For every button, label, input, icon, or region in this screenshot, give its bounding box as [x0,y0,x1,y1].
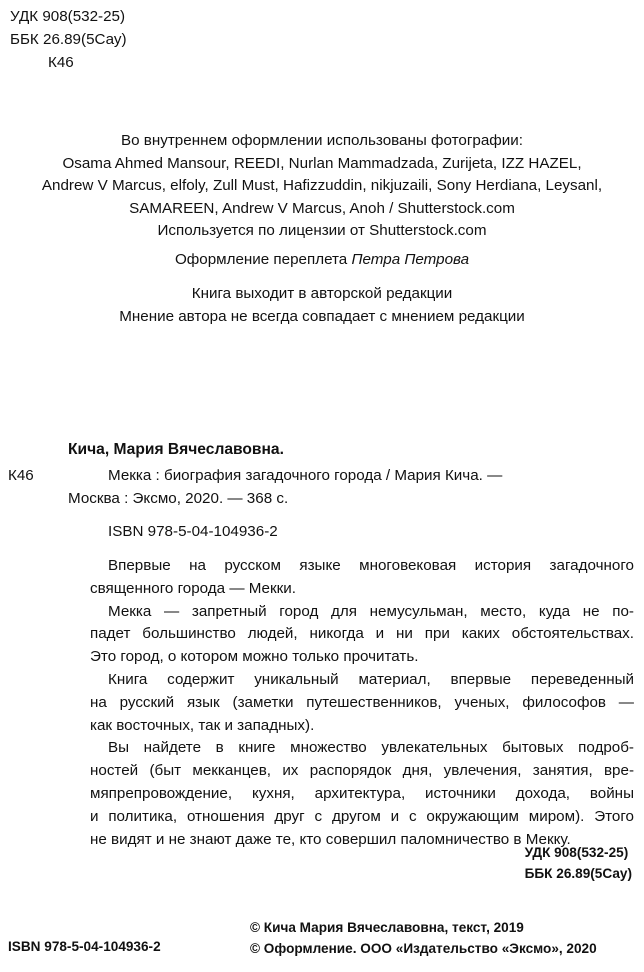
annotation-line: священного города — Мекки. [90,579,296,597]
annotation-line: Книга содержит уникальный материал, впервые переведенный [108,670,634,688]
annotation-line: на русский язык (заметки путешественников, ученых, философов — [90,693,634,711]
annotation-line: как восточных, так и западных). [90,716,315,734]
edition-note: Мнение автора не всегда совпадает с мнением редакции [119,307,525,325]
photo-credits-line: SAMAREEN, Andrew V Marcus, Anoh / Shutterstock.com [129,199,515,217]
annotation-line: Это город, о котором можно только прочитать. [90,648,419,666]
bbk-code: ББК 26.89(5Сау) [524,866,632,881]
annotation-line: не видят и не знают даже те, кто совершил паломничество в Мекку. [90,830,571,848]
copyright-block [250,917,597,959]
bibliographic-mark: К46 [8,467,34,484]
edition-notes [0,283,644,328]
edition-note: Книга выходит в авторской редакции [191,285,453,302]
annotation [90,555,634,851]
bbk-code: ББК 26.89(5Сау) [10,31,127,48]
copyright-line: © Оформление. ООО «Издательство «Эксмо», 2020 [250,941,597,956]
photo-credits-line: Andrew V Marcus, elfoly, Zull Must, Hafizzuddin, nikjuzaili, Sony Herdiana, Leysanl, [41,177,603,195]
title-line: Мекка : биография загадочного города / Мария Кича. — [108,467,503,484]
annotation-line: падет большинство людей, никогда и ни при каких обстоятельствах. [90,625,634,643]
annotation-line: Вы найдете в книге множество увлекательных бытовых подроб- [108,739,634,757]
isbn-line: ISBN 978-5-04-104936-2 [108,523,278,540]
annotation-line: Мекка — запретный город для немусульман, место, куда не по- [108,602,634,620]
annotation-line: и политика, отношения друг с другом и с окружающим миром). Этого [90,807,634,825]
author-mark: К46 [48,54,74,71]
annotation-line: ностей (быт мекканцев, их распорядок дня, увлечения, занятия, вре- [90,762,634,780]
author-heading: Кича, Мария Вячеславовна. [68,441,284,458]
cover-design [0,249,644,272]
title-line: Москва : Эксмо, 2020. — 368 с. [68,490,289,507]
photo-credits-line: Используется по лицензии от Shutterstock.com [157,222,487,240]
udk-code: УДК 908(532-25) [10,8,126,25]
cover-designer-name: Петра Петрова [351,251,470,268]
cover-design-label: Оформление переплета [174,251,352,268]
copyright-line: © Кича Мария Вячеславовна, текст, 2019 [250,920,524,935]
photo-credits-line: Osama Ahmed Mansour, REEDI, Nurlan Mammadzada, Zurijeta, IZZ HAZEL, [62,154,582,172]
photo-credits-line: Во внутреннем оформлении использованы фотографии: [121,132,523,149]
udk-code: УДК 908(532-25) [524,845,629,860]
annotation-line: мяпрепровождение, кухня, архитектура, источники дохода, войны [90,784,634,802]
photo-credits [0,130,644,243]
annotation-line: Впервые на русском языке многовековая история загадочного [108,557,634,574]
top-codes [10,5,127,74]
bottom-codes [525,842,632,884]
isbn-footer: ISBN 978-5-04-104936-2 [8,939,161,954]
